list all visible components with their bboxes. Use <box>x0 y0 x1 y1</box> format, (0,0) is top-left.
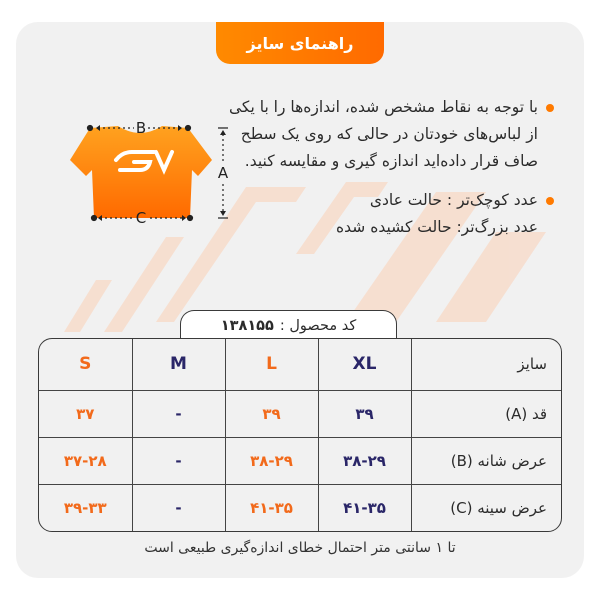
row-header: سایز <box>411 339 561 390</box>
bullet-dot-icon <box>546 197 554 205</box>
table-cell: ۳۹-۳۳ <box>39 485 132 531</box>
table-cell: ۳۷-۲۸ <box>39 437 132 484</box>
table-cell: ۳۹ <box>318 390 411 437</box>
product-code-value: ۱۳۸۱۵۵ <box>220 318 274 334</box>
tshirt-shape <box>70 126 212 218</box>
instruction-text: با توجه به نقاط مشخص شده، اندازه‌ها را با یکی از لباس‌های خودتان در حالی که روی یک سطح صاف قرار داده‌اید اندازه گیری و مقایسه کنید. <box>229 98 538 170</box>
size-guide-card <box>16 22 584 578</box>
instructions-list <box>224 94 554 241</box>
page-title: راهنمای سایز <box>216 22 384 64</box>
table-cell: ۳۸-۲۹ <box>318 437 411 484</box>
table-cell: ۳۸-۲۹ <box>225 437 318 484</box>
table-cell: ۳۹ <box>225 390 318 437</box>
table-header-row <box>39 339 561 390</box>
size-table <box>38 338 562 532</box>
label-a: A <box>217 164 229 182</box>
label-c: C <box>135 209 147 227</box>
table-cell: - <box>132 437 225 484</box>
label-b: B <box>135 119 147 137</box>
instruction-item <box>224 187 554 241</box>
size-header-l: L <box>225 339 318 390</box>
product-code <box>180 310 397 341</box>
instruction-text: عدد کوچک‌تر : حالت عادی عدد بزرگ‌تر: حالت کشیده شده <box>336 191 538 236</box>
table-row <box>39 390 561 437</box>
row-label: عرض سینه (C) <box>411 485 561 531</box>
row-label: قد (A) <box>411 390 561 437</box>
instruction-item <box>224 94 554 175</box>
table-cell: - <box>132 390 225 437</box>
table-cell: ۳۷ <box>39 390 132 437</box>
product-code-label: کد محصول : <box>279 318 357 334</box>
table-cell: - <box>132 485 225 531</box>
footnote: تا ۱ سانتی متر احتمال خطای اندازه‌گیری طبیعی است <box>144 540 456 556</box>
tshirt-diagram <box>36 110 236 240</box>
table-cell: ۴۱-۳۵ <box>318 485 411 531</box>
size-header-s: S <box>39 339 132 390</box>
bullet-dot-icon <box>546 104 554 112</box>
table-row <box>39 437 561 484</box>
table-cell: ۴۱-۳۵ <box>225 485 318 531</box>
size-header-m: M <box>132 339 225 390</box>
row-label: عرض شانه (B) <box>411 437 561 484</box>
size-header-xl: XL <box>318 339 411 390</box>
table-row <box>39 485 561 531</box>
